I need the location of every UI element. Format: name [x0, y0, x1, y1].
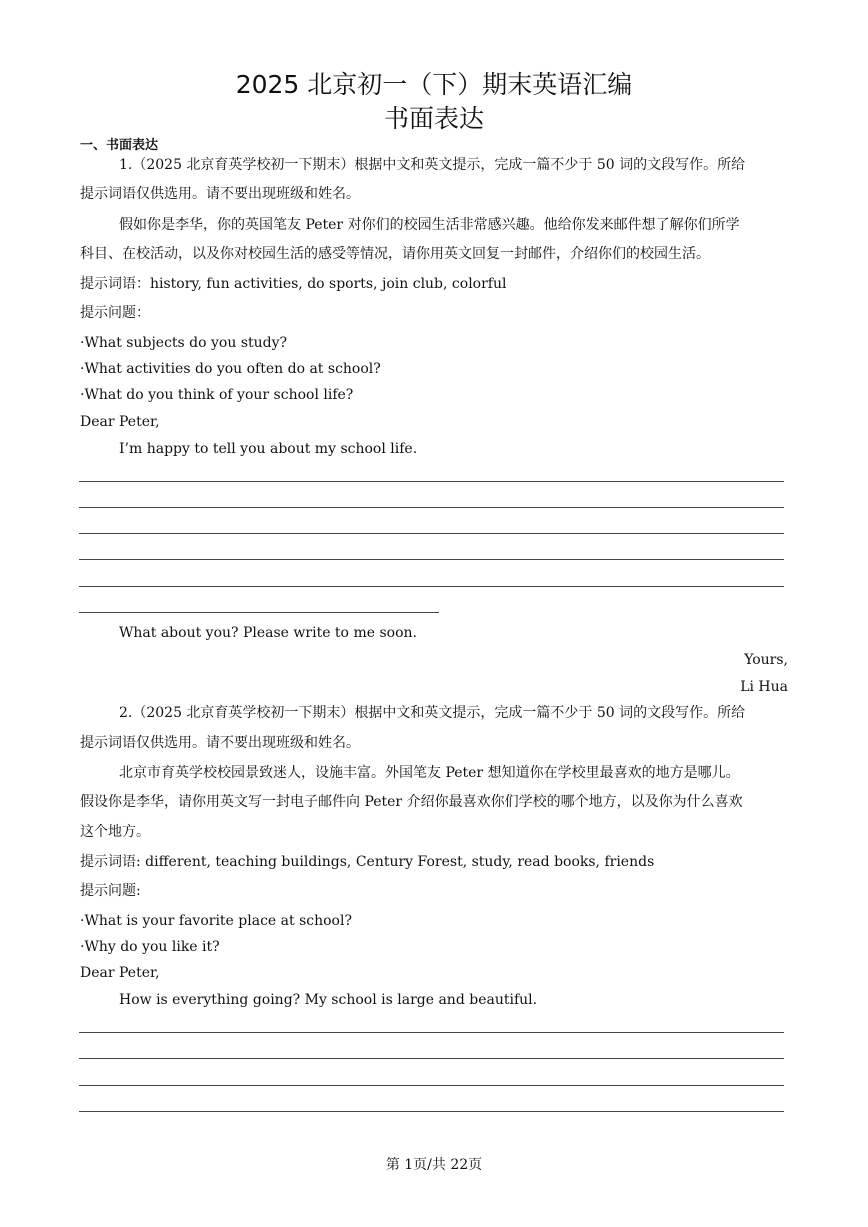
q1-answer-line — [79, 533, 784, 534]
q1-answer-line — [79, 586, 784, 587]
q1-opening: I’m happy to tell you about my school life. — [119, 441, 418, 457]
q2-question: ·Why do you like it? — [80, 939, 220, 955]
q2-scenario-line3: 这个地方。 — [80, 824, 150, 840]
q2-opening: How is everything going? My school is large and beautiful. — [119, 992, 538, 1008]
q2-scenario-line1: 北京市育英学校校园景致迷人，设施丰富。外国笔友 Peter 想知道你在学校里最喜欢的地方是哪儿。 — [119, 765, 740, 781]
q1-hint-words: 提示词语：history, fun activities, do sports, join club, colorful — [80, 276, 507, 292]
q2-answer-line — [79, 1058, 784, 1059]
q1-instruction-line1: 1.（2025 北京育英学校初一下期末）根据中文和英文提示，完成一篇不少于 50 词的文段写作。所给 — [119, 157, 746, 173]
q2-instruction-line2: 提示词语仅供选用。请不要出现班级和姓名。 — [80, 735, 360, 751]
q2-hint-words: 提示词语: different, teaching buildings, Century Forest, study, read books, friends — [80, 854, 655, 870]
q1-signature: Li Hua — [740, 679, 788, 695]
q1-question: ·What activities do you often do at school? — [80, 361, 381, 377]
q1-answer-line — [79, 507, 784, 508]
page-number: 第 1页/共 22页 — [385, 1157, 483, 1173]
section-heading: 一、书面表达 — [80, 138, 159, 153]
q1-scenario-line2: 科目、在校活动，以及你对校园生活的感受等情况，请你用英文回复一封邮件，介绍你们的校园生活。 — [80, 246, 710, 262]
q1-scenario-line1: 假如你是李华，你的英国笔友 Peter 对你们的校园生活非常感兴趣。他给你发来邮件想了解你们所学 — [119, 217, 740, 233]
q1-question: ·What do you think of your school life? — [80, 387, 354, 403]
q2-question: ·What is your favorite place at school? — [80, 913, 352, 929]
q1-answer-line — [79, 559, 784, 560]
q1-signoff: Yours, — [744, 652, 788, 668]
q2-instruction-line1: 2.（2025 北京育英学校初一下期末）根据中文和英文提示，完成一篇不少于 50 词的文段写作。所给 — [119, 705, 746, 721]
q1-hint-questions-label: 提示问题： — [80, 305, 150, 321]
q1-question: ·What subjects do you study? — [80, 335, 288, 351]
q2-scenario-line2: 假设你是李华，请你用英文写一封电子邮件向 Peter 介绍你最喜欢你们学校的哪个地方，以及你为什么喜欢 — [80, 794, 743, 810]
q1-answer-line — [79, 481, 784, 482]
q2-greeting: Dear Peter, — [80, 965, 160, 981]
page-title: 2025 北京初一（下）期末英语汇编 — [235, 70, 633, 99]
q1-answer-line-short — [79, 612, 439, 613]
q1-closing: What about you? Please write to me soon. — [119, 625, 417, 641]
q2-hint-questions-label: 提示问题: — [80, 883, 141, 899]
q2-answer-line — [79, 1032, 784, 1033]
q2-answer-line — [79, 1111, 784, 1112]
q2-answer-line — [79, 1085, 784, 1086]
page-subtitle: 书面表达 — [383, 104, 484, 133]
q1-greeting: Dear Peter, — [80, 414, 160, 430]
q1-instruction-line2: 提示词语仅供选用。请不要出现班级和姓名。 — [80, 186, 360, 202]
